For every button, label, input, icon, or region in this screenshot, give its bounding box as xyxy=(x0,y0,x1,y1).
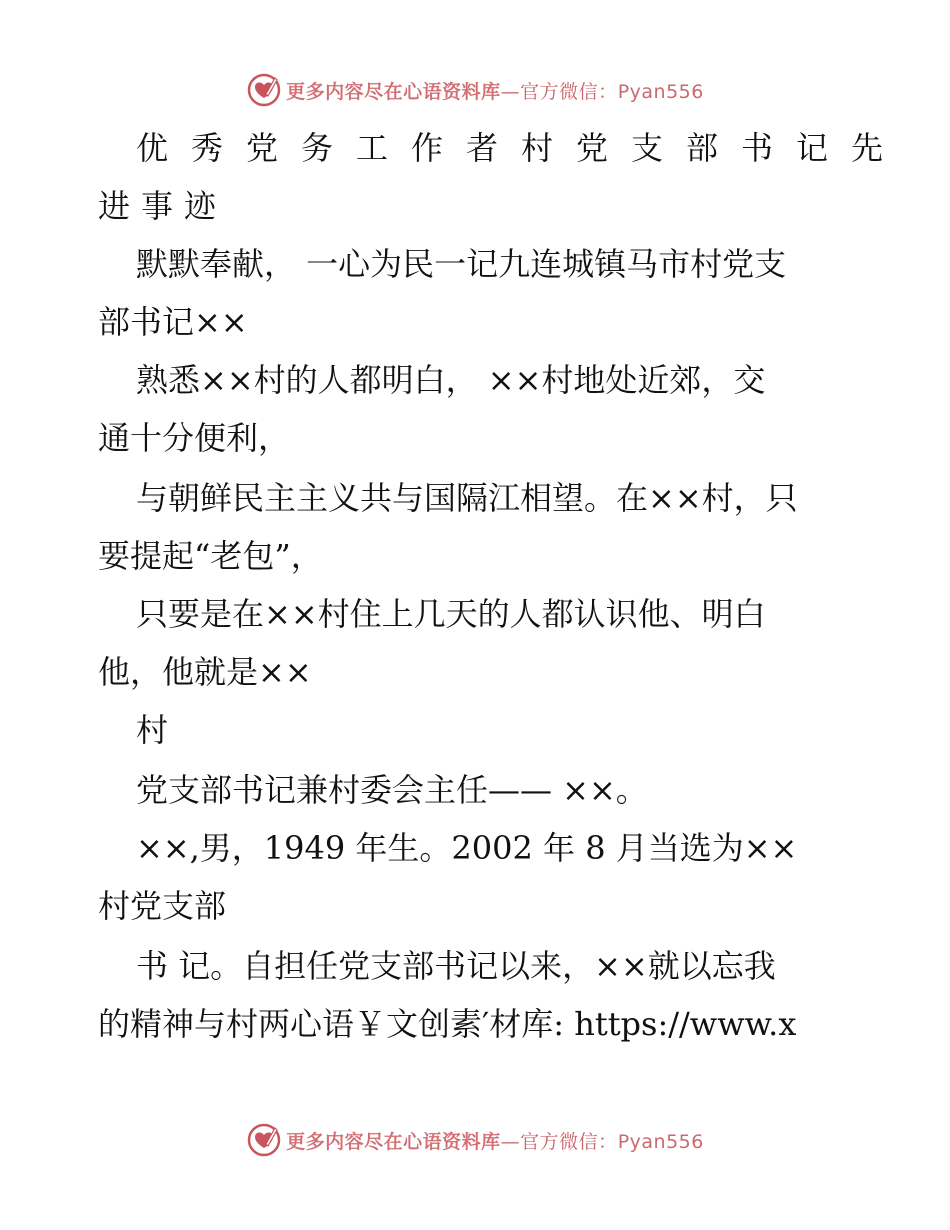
paragraph-line: ××,男，1949 年生。2002 年 8 月当选为×× xyxy=(136,829,798,867)
watermark-wechat-id: Pyan556 xyxy=(617,1130,704,1153)
watermark-separator: — xyxy=(500,1130,521,1153)
paragraph-line: 书 记。自担任党支部书记以来，××就以忘我 xyxy=(136,947,776,985)
paragraph-line: 部书记×× xyxy=(98,303,248,341)
paragraph-line: 只要是在××村住上几天的人都认识他、明白 xyxy=(136,595,766,633)
watermark-wechat-id: Pyan556 xyxy=(617,80,704,103)
paragraph-line: 要提起“老包”， xyxy=(98,537,323,575)
paragraph-line: 党支部书记兼村委会主任—— ××。 xyxy=(136,771,648,809)
watermark-brand: 更多内容尽在心语资料库 xyxy=(286,1130,501,1153)
heart-pen-logo-icon xyxy=(246,1122,282,1158)
watermark-brand: 更多内容尽在心语资料库 xyxy=(286,80,501,103)
paragraph-line: 默默奉献， 一心为民一记九连城镇马市村党支 xyxy=(136,245,787,283)
header-watermark xyxy=(0,70,950,110)
paragraph-line: 的精神与村两心语￥文创素′材库: https://www.x xyxy=(98,1005,797,1043)
watermark-wechat-label: 官方微信： xyxy=(520,80,618,103)
paragraph-line: 通十分便利， xyxy=(98,419,291,457)
watermark-text xyxy=(286,1127,704,1154)
document-title-line-2: 进事迹 xyxy=(98,187,228,225)
watermark-text xyxy=(286,77,704,104)
paragraph-line: 与朝鲜民主主义共与国隔江相望。在××村，只 xyxy=(136,479,798,517)
footer-watermark xyxy=(0,1120,950,1160)
paragraph-line: 村 xyxy=(136,711,169,749)
heart-pen-logo-icon xyxy=(246,72,282,108)
paragraph-line: 他，他就是×× xyxy=(98,653,312,691)
watermark-wechat-label: 官方微信： xyxy=(520,1130,618,1153)
paragraph-line: 熟悉××村的人都明白， ××村地处近郊，交 xyxy=(136,361,766,399)
watermark-separator: — xyxy=(500,80,521,103)
document-title-line-1: 优秀党务工作者村党支部书记先 xyxy=(136,129,907,167)
paragraph-line: 村党支部 xyxy=(98,887,227,925)
